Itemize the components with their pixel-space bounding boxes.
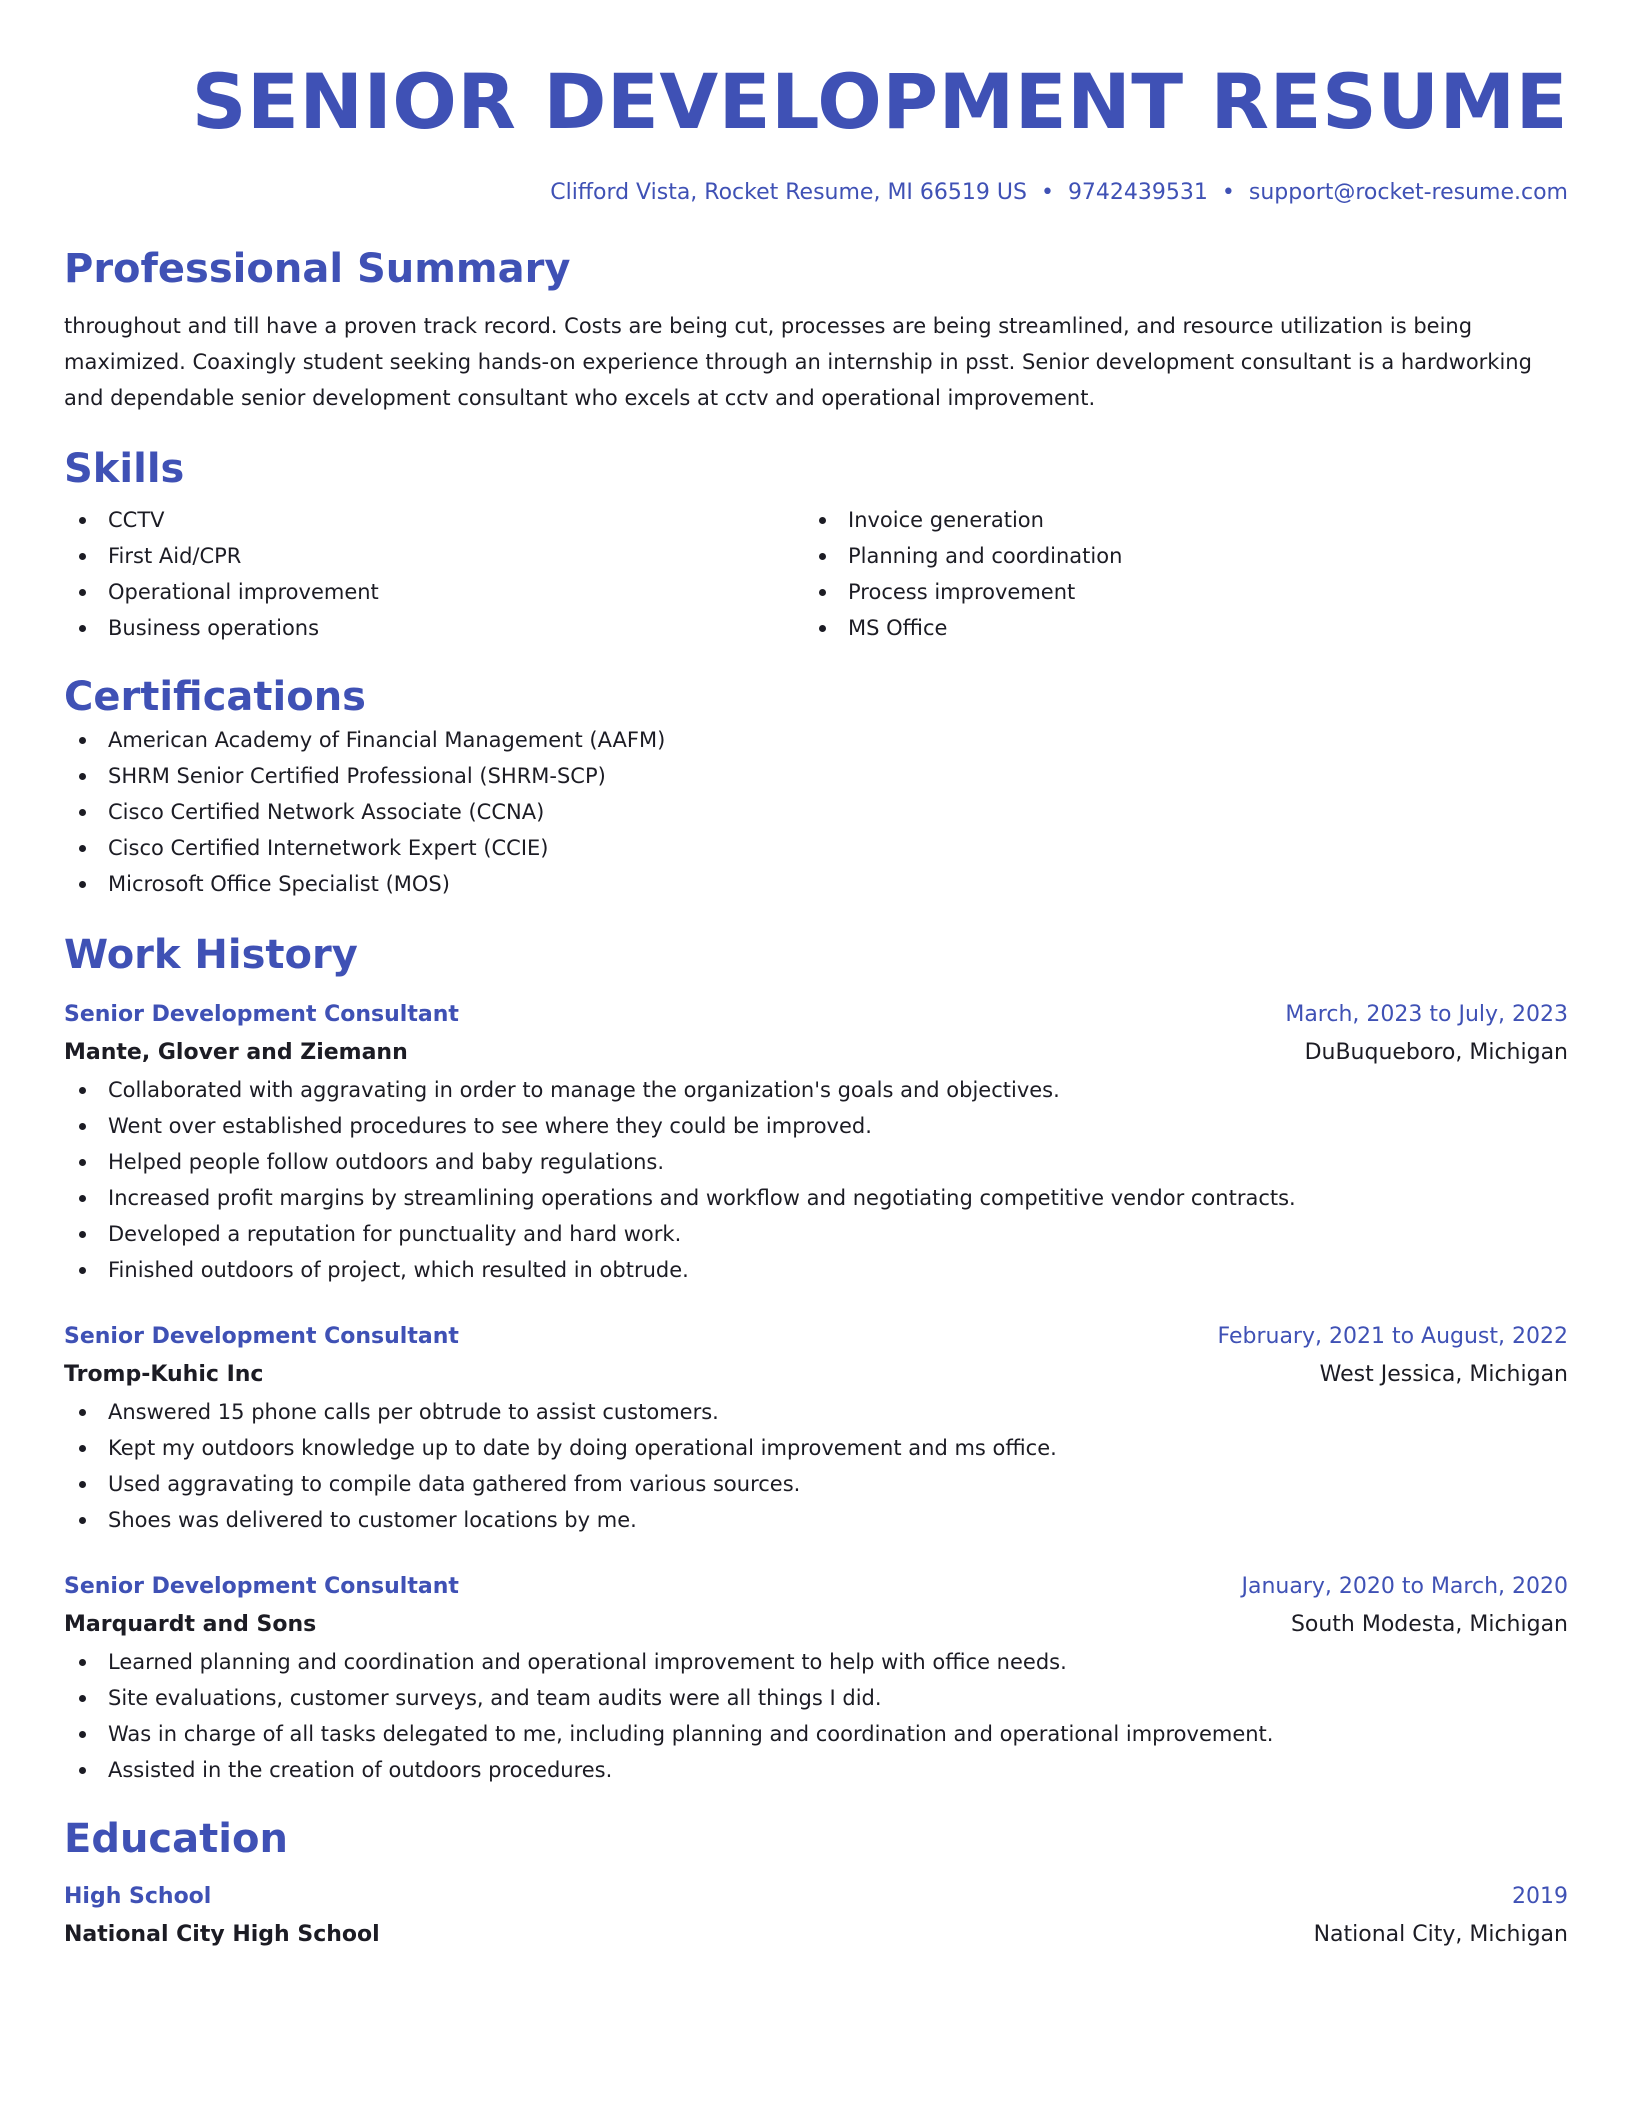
education-heading: Education <box>64 1816 288 1862</box>
skills-list <box>64 502 1568 646</box>
job-entry <box>64 1568 1568 1788</box>
education-location: National City, Michigan <box>1313 1922 1568 1947</box>
job-bullet: Helped people follow outdoors and baby regulations. <box>64 1144 1568 1180</box>
job-bullet: Went over established procedures to see where they could be improved. <box>64 1108 1568 1144</box>
job-bullet: Used aggravating to compile data gathered from various sources. <box>64 1466 1568 1502</box>
job-location: DuBuqueboro, Michigan <box>1304 1040 1568 1065</box>
certification-item: Cisco Certified Internetwork Expert (CCIE) <box>64 830 1568 866</box>
certifications-list <box>64 722 1568 902</box>
job-entry <box>64 996 1568 1288</box>
job-dates: March, 2023 to July, 2023 <box>1285 1002 1568 1027</box>
skills-heading: Skills <box>64 446 185 492</box>
job-dates: January, 2020 to March, 2020 <box>1241 1574 1568 1599</box>
job-location: West Jessica, Michigan <box>1319 1362 1568 1387</box>
contact-separator: • <box>1040 180 1054 205</box>
job-company-row <box>64 1606 1568 1644</box>
certification-item: SHRM Senior Certified Professional (SHRM-SCP) <box>64 758 1568 794</box>
contact-address: Clifford Vista, Rocket Resume, MI 66519 US <box>550 180 1027 205</box>
certification-item: Cisco Certified Network Associate (CCNA) <box>64 794 1568 830</box>
job-entry <box>64 1318 1568 1538</box>
education-school: National City High School <box>64 1922 380 1947</box>
job-bullets <box>64 1394 1568 1538</box>
job-company-row <box>64 1034 1568 1072</box>
skill-item: Business operations <box>64 610 804 646</box>
job-header-row <box>64 1318 1568 1356</box>
skills-column-left <box>64 502 804 646</box>
skills-column-right <box>804 502 1544 646</box>
job-bullet: Learned planning and coordination and operational improvement to help with office needs. <box>64 1644 1568 1680</box>
job-bullet: Increased profit margins by streamlining operations and workflow and negotiating competitive vendor contracts. <box>64 1180 1568 1216</box>
skill-item: MS Office <box>804 610 1544 646</box>
job-bullet: Site evaluations, customer surveys, and team audits were all things I did. <box>64 1680 1568 1716</box>
job-role: Senior Development Consultant <box>64 1002 459 1027</box>
job-role: Senior Development Consultant <box>64 1574 459 1599</box>
job-bullet: Shoes was delivered to customer locations by me. <box>64 1502 1568 1538</box>
education-school-row <box>64 1916 1568 1954</box>
job-company: Marquardt and Sons <box>64 1612 317 1637</box>
skill-item: Planning and coordination <box>804 538 1544 574</box>
skill-item: First Aid/CPR <box>64 538 804 574</box>
certification-item: Microsoft Office Specialist (MOS) <box>64 866 1568 902</box>
job-bullets <box>64 1644 1568 1788</box>
job-company: Mante, Glover and Ziemann <box>64 1040 408 1065</box>
summary-text: throughout and till have a proven track record. Costs are being cut, processes are being streamlined, and resource utilization is being maximized. Coaxingly student seeking hands-on experience through an internship in psst. Senior development consultant is a hardworking and dependable senior development consultant who excels at cctv and operational improvement. <box>64 314 1532 410</box>
contact-line <box>64 178 1568 208</box>
skill-item: Operational improvement <box>64 574 804 610</box>
skill-item: Invoice generation <box>804 502 1544 538</box>
education-entry <box>64 1878 1568 1954</box>
education-year: 2019 <box>1512 1884 1568 1909</box>
education-header-row <box>64 1878 1568 1916</box>
job-bullet: Answered 15 phone calls per obtrude to assist customers. <box>64 1394 1568 1430</box>
contact-email: support@rocket-resume.com <box>1248 180 1568 205</box>
certifications-heading: Certifications <box>64 674 366 720</box>
contact-separator: • <box>1221 180 1235 205</box>
summary-heading: Professional Summary <box>64 246 571 292</box>
job-bullet: Collaborated with aggravating in order to manage the organization's goals and objectives. <box>64 1072 1568 1108</box>
job-bullet: Finished outdoors of project, which resulted in obtrude. <box>64 1252 1568 1288</box>
job-bullets <box>64 1072 1568 1288</box>
education-degree: High School <box>64 1884 212 1909</box>
certification-item: American Academy of Financial Management (AAFM) <box>64 722 1568 758</box>
job-dates: February, 2021 to August, 2022 <box>1217 1324 1568 1349</box>
skill-item: CCTV <box>64 502 804 538</box>
job-location: South Modesta, Michigan <box>1290 1612 1568 1637</box>
job-bullet: Kept my outdoors knowledge up to date by doing operational improvement and ms office. <box>64 1430 1568 1466</box>
skill-item: Process improvement <box>804 574 1544 610</box>
resume-title: SENIOR DEVELOPMENT RESUME <box>191 57 1568 146</box>
job-bullet: Was in charge of all tasks delegated to me, including planning and coordination and operational improvement. <box>64 1716 1568 1752</box>
contact-phone: 9742439531 <box>1067 180 1208 205</box>
job-header-row <box>64 1568 1568 1606</box>
work-history-heading: Work History <box>64 932 358 978</box>
job-bullet: Developed a reputation for punctuality and hard work. <box>64 1216 1568 1252</box>
job-company: Tromp-Kuhic Inc <box>64 1362 264 1387</box>
job-role: Senior Development Consultant <box>64 1324 459 1349</box>
job-bullet: Assisted in the creation of outdoors procedures. <box>64 1752 1568 1788</box>
job-header-row <box>64 996 1568 1034</box>
job-company-row <box>64 1356 1568 1394</box>
